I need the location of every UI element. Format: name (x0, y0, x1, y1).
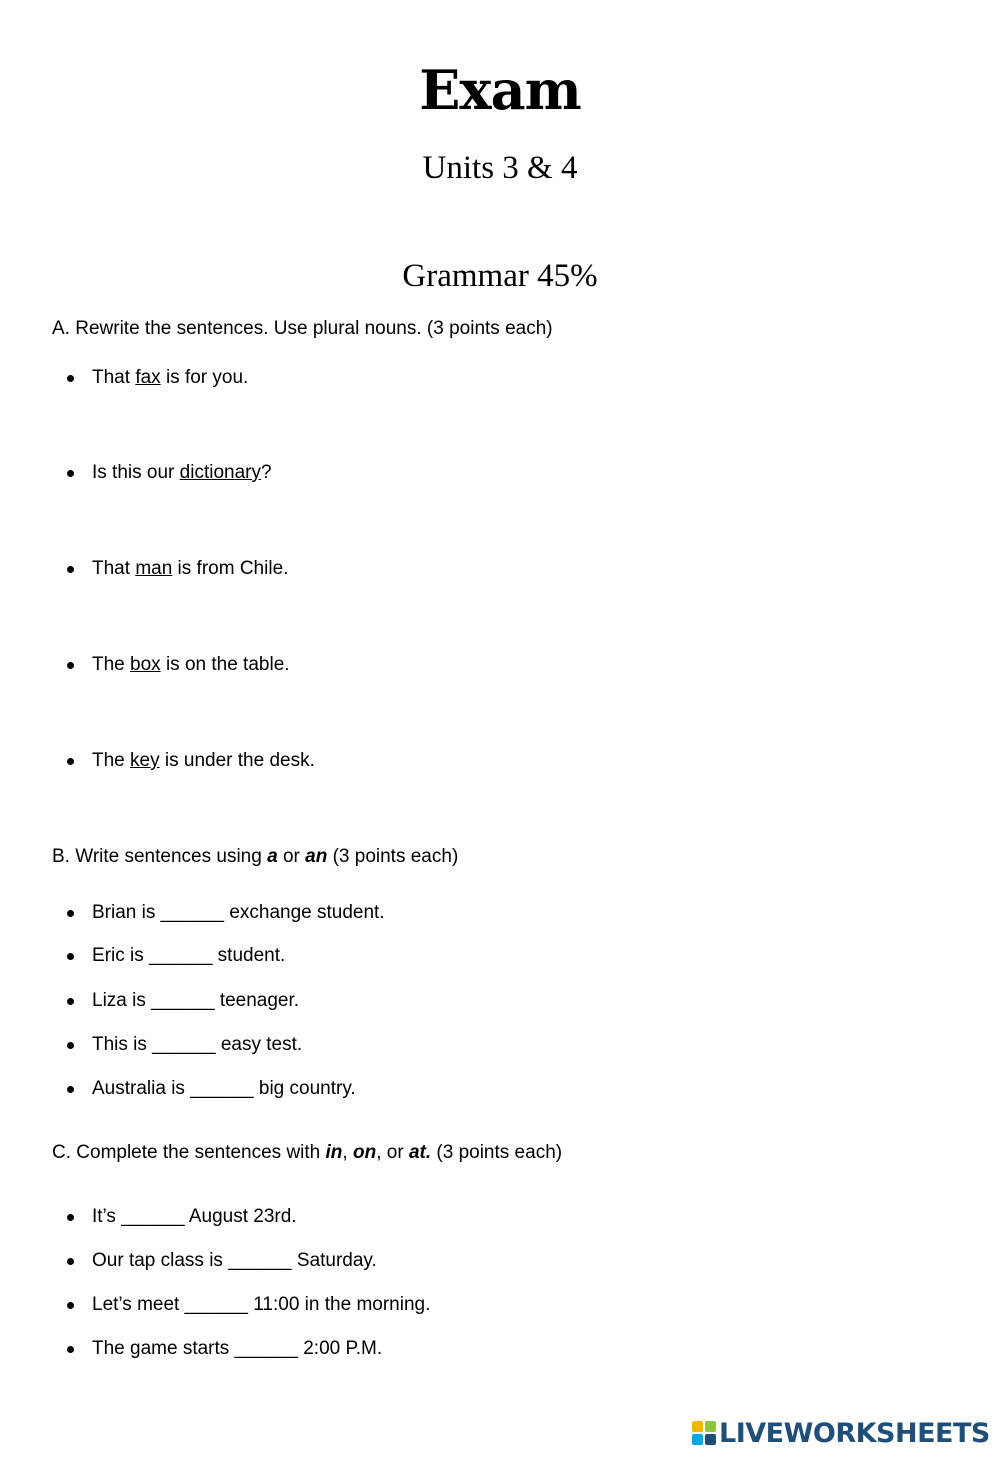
part-a-instruction: A. Rewrite the sentences. Use plural nouns. (3 points each) (52, 318, 553, 339)
liveworksheets-logo (692, 1416, 990, 1450)
grammar-heading: Grammar 45% (402, 258, 598, 294)
part-a-item: That man is from Chile. (92, 558, 289, 579)
part-b-item: Australia is ______ big country. (92, 1078, 356, 1099)
part-c-item: The game starts ______ 2:00 P.M. (92, 1338, 383, 1359)
exam-title: Exam (419, 58, 581, 122)
part-b-item: This is ______ easy test. (92, 1034, 303, 1055)
part-b-instruction: B. Write sentences using a or an (3 points each) (52, 846, 459, 867)
liveworksheets-logo-icon (692, 1421, 716, 1445)
part-a-item: The key is under the desk. (92, 750, 315, 771)
part-c-item: It’s ______ August 23rd. (92, 1206, 297, 1227)
part-b-item: Eric is ______ student. (92, 945, 286, 966)
part-b-item: Brian is ______ exchange student. (92, 902, 385, 923)
units-subtitle: Units 3 & 4 (422, 150, 578, 186)
part-a-item: The box is on the table. (92, 654, 290, 675)
part-c-item: Our tap class is ______ Saturday. (92, 1250, 377, 1271)
liveworksheets-logo-text: LIVEWORKSHEETS (719, 1417, 990, 1449)
part-c-instruction: C. Complete the sentences with in, on, or at. (3 points each) (52, 1142, 563, 1163)
part-a-item: That fax is for you. (92, 367, 249, 388)
part-a-item: Is this our dictionary? (92, 462, 272, 483)
part-c-item: Let’s meet ______ 11:00 in the morning. (92, 1294, 431, 1315)
part-b-item: Liza is ______ teenager. (92, 990, 300, 1011)
